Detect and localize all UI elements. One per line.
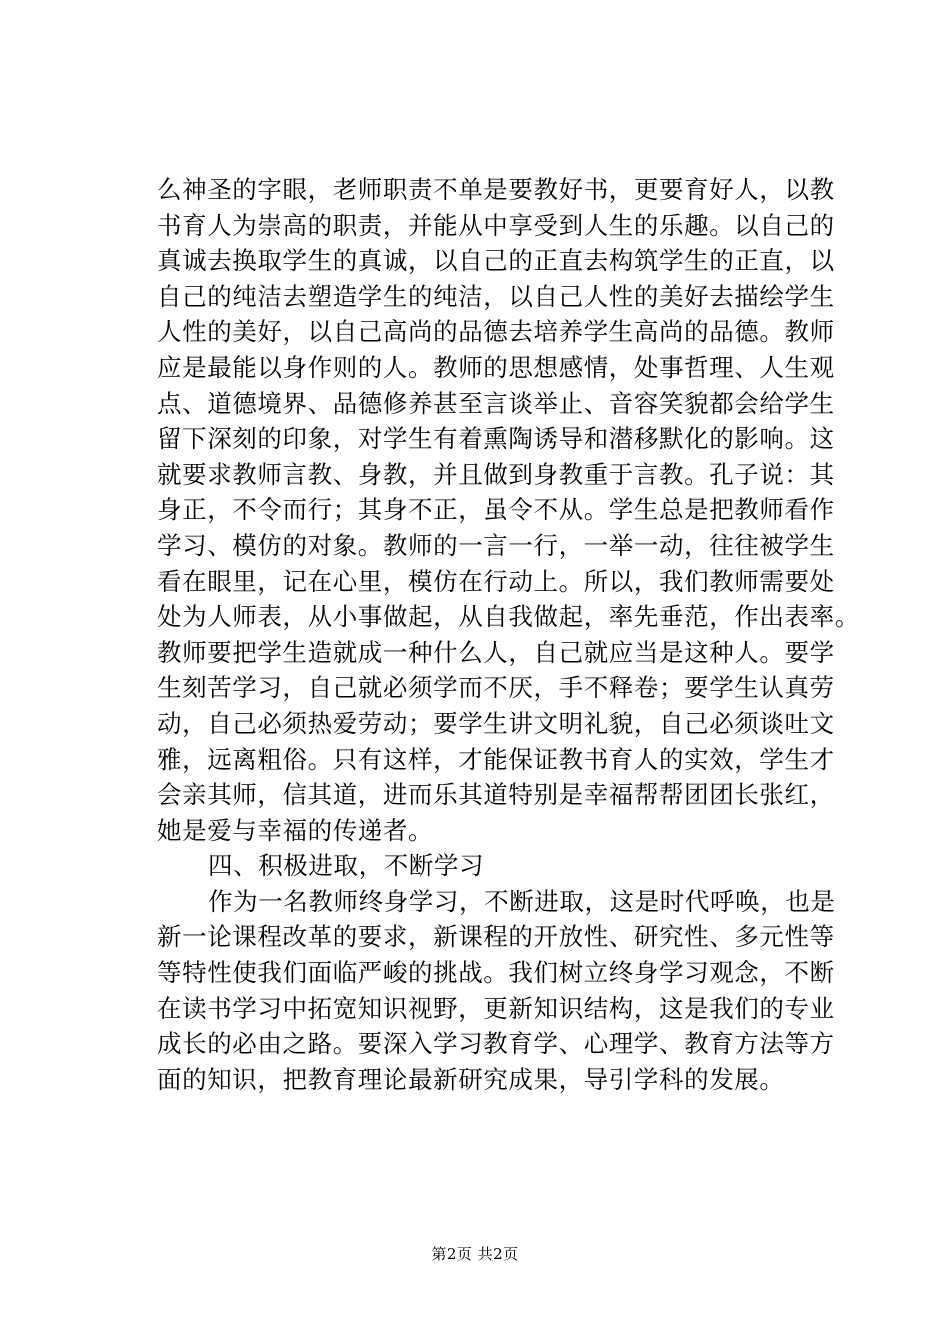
text-line: 处为人师表，从小事做起，从自我做起，率先垂范，作出表率。 xyxy=(157,602,860,632)
text-line: 么神圣的字眼，老师职责不单是要教好书，更要育好人，以教 xyxy=(157,175,835,204)
text-line: 教师要把学生造就成一种什么人，自己就应当是这种人。要学 xyxy=(157,637,835,667)
text-line: 就要求教师言教、身教，并且做到身教重于言教。孔子说：其 xyxy=(157,459,835,489)
page-footer xyxy=(0,1244,950,1264)
text-line: 会亲其师，信其道，进而乐其道特别是幸福帮帮团团长张红， xyxy=(157,780,835,810)
text-line: 雅，远离粗俗。只有这样，才能保证教书育人的实效，学生才 xyxy=(157,744,835,774)
text-line: 留下深刻的印象，对学生有着熏陶诱导和潜移默化的影响。这 xyxy=(157,424,835,454)
text-line: 在读书学习中拓宽知识视野，更新知识结构，这是我们的专业 xyxy=(157,993,835,1023)
text-line: 等特性使我们面临严峻的挑战。我们树立终身学习观念，不断 xyxy=(157,958,835,988)
text-line: 人性的美好，以自己高尚的品德去培养学生高尚的品德。教师 xyxy=(157,317,835,347)
text-line: 新一论课程改革的要求，新课程的开放性、研究性、多元性等 xyxy=(157,922,835,952)
text-line: 学习、模仿的对象。教师的一言一行，一举一动，往往被学生 xyxy=(157,530,835,560)
document-body xyxy=(157,172,860,1097)
page-number: 第2页 共2页 xyxy=(431,1245,519,1263)
text-line: 生刻苦学习，自己就必须学而不厌，手不释卷；要学生认真劳 xyxy=(157,673,835,703)
text-line: 自己的纯洁去塑造学生的纯洁，以自己人性的美好去描绘学生 xyxy=(157,281,835,311)
section-heading: 四、积极进取，不断学习 xyxy=(208,851,485,881)
text-line: 面的知识，把教育理论最新研究成果，导引学科的发展。 xyxy=(157,1064,785,1094)
text-line: 成长的必由之路。要深入学习教育学、心理学、教育方法等方 xyxy=(157,1029,835,1059)
text-line: 作为一名教师终身学习，不断进取，这是时代呼唤，也是 xyxy=(208,886,836,916)
text-line: 点、道德境界、品德修养甚至言谈举止、音容笑貌都会给学生 xyxy=(157,388,835,418)
text-line: 动，自己必须热爱劳动；要学生讲文明礼貌，自己必须谈吐文 xyxy=(157,708,835,738)
text-line: 应是最能以身作则的人。教师的思想感情，处事哲理、人生观 xyxy=(157,352,835,382)
text-line: 身正，不令而行；其身不正，虽令不从。学生总是把教师看作 xyxy=(157,495,835,525)
text-line: 真诚去换取学生的真诚，以自己的正直去构筑学生的正直，以 xyxy=(157,246,835,276)
text-line: 书育人为崇高的职责，并能从中享受到人生的乐趣。以自己的 xyxy=(157,210,835,240)
text-line: 她是爱与幸福的传递者。 xyxy=(157,815,434,845)
text-line: 看在眼里，记在心里，模仿在行动上。所以，我们教师需要处 xyxy=(157,566,835,596)
